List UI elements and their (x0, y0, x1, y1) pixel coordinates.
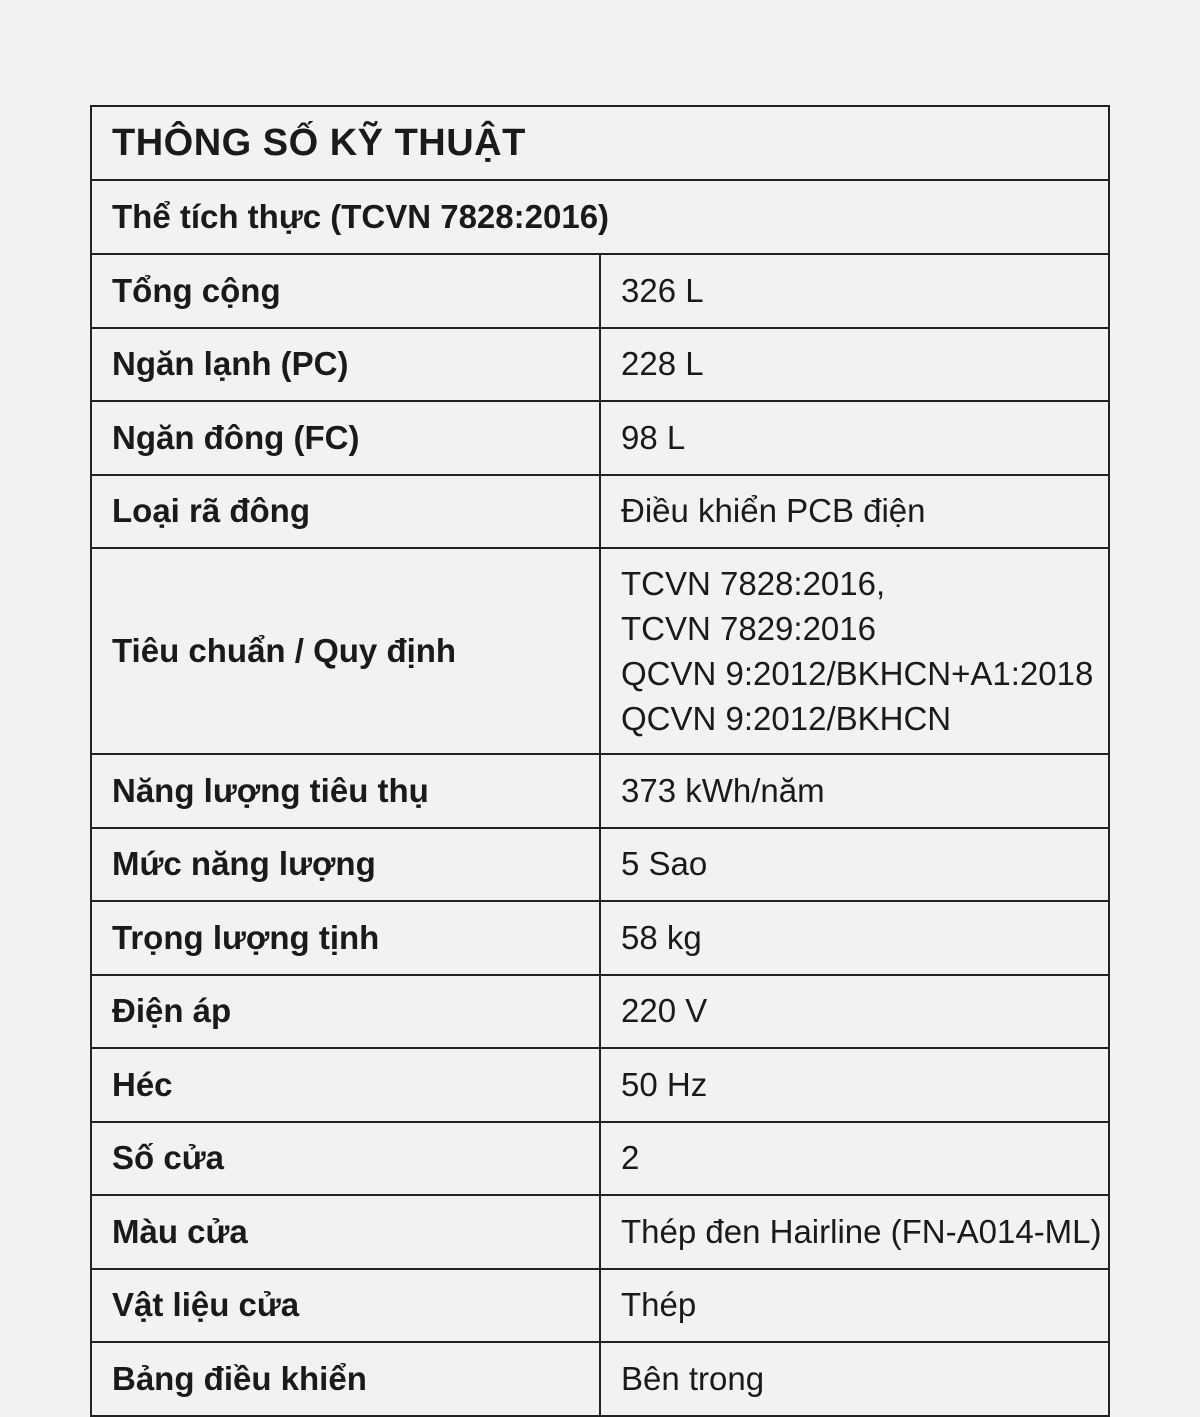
title-row (91, 106, 1109, 180)
row-label: Vật liệu cửa (91, 1269, 600, 1343)
row-value: 98 L (600, 401, 1109, 475)
row-label: Bảng điều khiển (91, 1342, 600, 1416)
row-value: 373 kWh/năm (600, 754, 1109, 828)
standard-line: QCVN 9:2012/BKHCN+A1:2018 (621, 655, 1094, 692)
row-value: 220 V (600, 975, 1109, 1049)
table-row (91, 254, 1109, 328)
table-row (91, 548, 1109, 754)
table-row (91, 828, 1109, 902)
row-label: Màu cửa (91, 1195, 600, 1269)
row-label: Trọng lượng tịnh (91, 901, 600, 975)
row-label: Tiêu chuẩn / Quy định (91, 548, 600, 754)
table-row (91, 901, 1109, 975)
table-row (91, 975, 1109, 1049)
standard-line: QCVN 9:2012/BKHCN (621, 700, 952, 737)
table-row (91, 1269, 1109, 1343)
row-value: Thép đen Hairline (FN-A014-ML) (600, 1195, 1109, 1269)
row-label: Loại rã đông (91, 475, 600, 549)
row-label: Mức năng lượng (91, 828, 600, 902)
table-row (91, 754, 1109, 828)
section-heading: Thể tích thực (TCVN 7828:2016) (91, 180, 1109, 254)
row-value: Điều khiển PCB điện (600, 475, 1109, 549)
row-value: 326 L (600, 254, 1109, 328)
table-title: THÔNG SỐ KỸ THUẬT (91, 106, 1109, 180)
row-label: Ngăn lạnh (PC) (91, 328, 600, 402)
standard-line: TCVN 7829:2016 (621, 610, 876, 647)
section-row (91, 180, 1109, 254)
row-value: Bên trong (600, 1342, 1109, 1416)
row-value: Thép (600, 1269, 1109, 1343)
row-label: Năng lượng tiêu thụ (91, 754, 600, 828)
table-row (91, 401, 1109, 475)
spec-table (90, 105, 1110, 1417)
row-label: Héc (91, 1048, 600, 1122)
table-row (91, 1122, 1109, 1196)
table-row (91, 1342, 1109, 1416)
row-value: 5 Sao (600, 828, 1109, 902)
row-label: Điện áp (91, 975, 600, 1049)
row-value-multiline (600, 548, 1109, 754)
standard-line: TCVN 7828:2016, (621, 565, 886, 602)
row-label: Ngăn đông (FC) (91, 401, 600, 475)
row-label: Số cửa (91, 1122, 600, 1196)
table-row (91, 1195, 1109, 1269)
row-value: 50 Hz (600, 1048, 1109, 1122)
row-value: 2 (600, 1122, 1109, 1196)
table-row (91, 1048, 1109, 1122)
row-value: 58 kg (600, 901, 1109, 975)
row-label: Tổng cộng (91, 254, 600, 328)
table-row (91, 328, 1109, 402)
table-row (91, 475, 1109, 549)
row-value: 228 L (600, 328, 1109, 402)
